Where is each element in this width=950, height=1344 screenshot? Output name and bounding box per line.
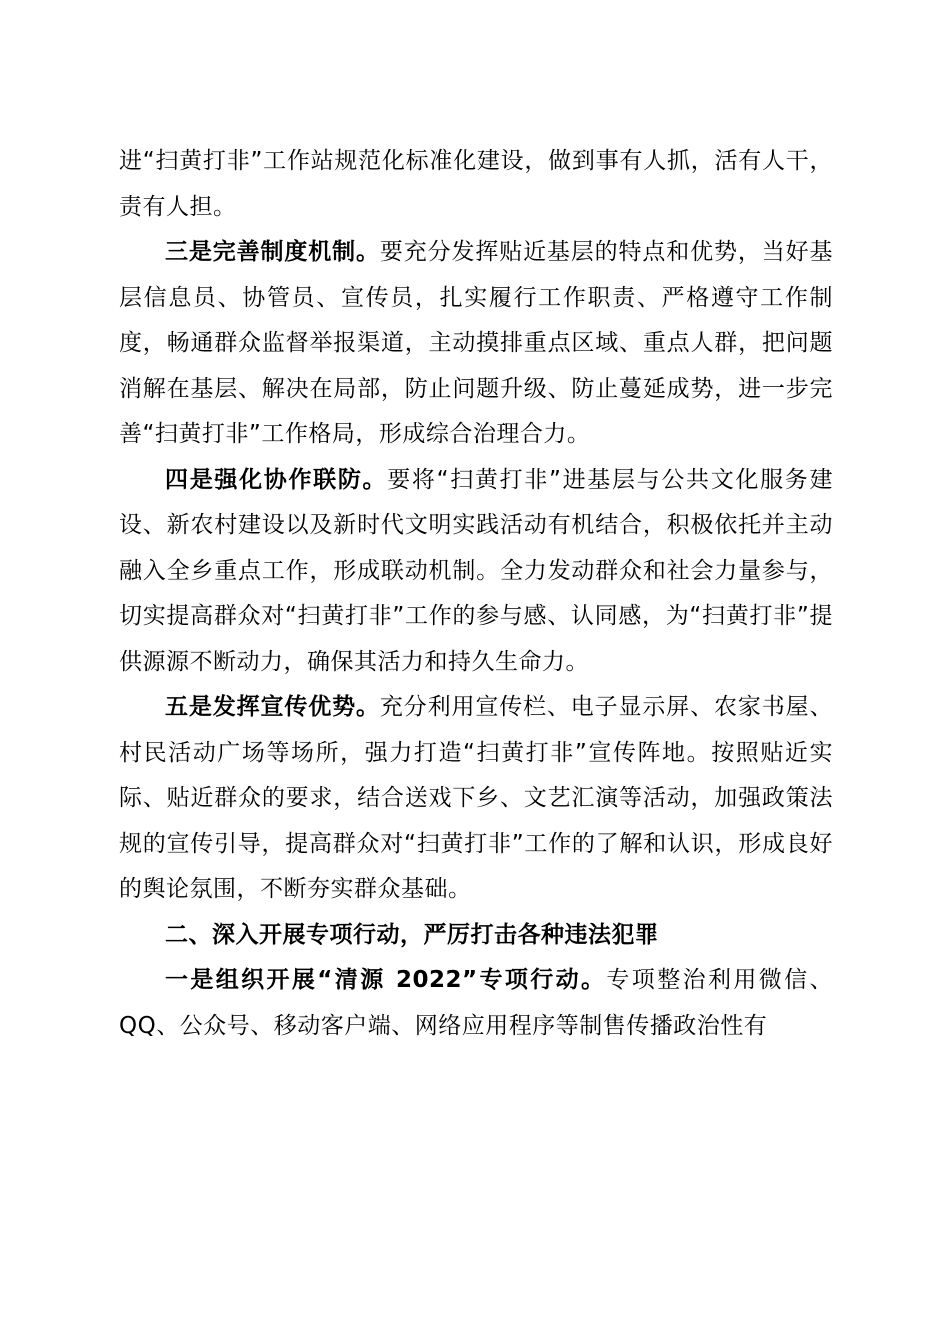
paragraph-continuation <box>119 139 833 230</box>
section-heading: 二、深入开展专项行动，严厉打击各种违法犯罪 <box>165 921 659 948</box>
paragraph-body: 专项整治利用微信、QQ、公众号、移动客户端、网络应用程序等制售传播政治性有 <box>119 967 833 1039</box>
paragraph-body: 充分利用宣传栏、电子显示屏、农家书屋、村民活动广场等场所，强力打造“扫黄打非”宣传阵地。按照贴近实际、贴近群众的要求，结合送戏下乡、文艺汇演等活动，加强政策法规的宣传引导，提高群众对“扫黄打非”工作的了解和认识，形成良好的舆论氛围，不断夯实群众基础。 <box>119 694 834 902</box>
paragraph-lead: 一是组织开展“清源 2022”专项行动。 <box>165 967 607 993</box>
paragraph-body: 要充分发挥贴近基层的特点和优势，当好基层信息员、协管员、宣传员，扎实履行工作职责、严格遵守工作制度，畅通群众监督举报渠道，主动摸排重点区域、重点人群，把问题消解在基层、解决在局部，防止问题升级、防止蔓延成势，进一步完善“扫黄打非”工作格局，形成综合治理合力。 <box>119 239 834 447</box>
paragraph-body: 要将“扫黄打非”进基层与公共文化服务建设、新农村建设以及新时代文明实践活动有机结合，积极依托并主动融入全乡重点工作，形成联动机制。全力发动群众和社会力量参与，切实提高群众对“扫黄打非”工作的参与感、认同感，为“扫黄打非”提供源源不断动力，确保其活力和持久生命力。 <box>119 466 833 675</box>
document-body <box>119 139 833 1049</box>
paragraph-improve-mechanism <box>119 230 833 458</box>
paragraph-special-action <box>119 958 833 1049</box>
paragraph-lead: 三是完善制度机制。 <box>165 239 380 265</box>
paragraph-joint-prevention <box>119 458 833 686</box>
paragraph-lead: 四是强化协作联防。 <box>165 466 388 493</box>
paragraph-body: 进“扫黄打非”工作站规范化标准化建设，做到事有人抓，活有人干，责有人担。 <box>119 148 833 220</box>
paragraph-lead: 五是发挥宣传优势。 <box>165 694 380 720</box>
paragraph-publicity <box>119 685 833 913</box>
